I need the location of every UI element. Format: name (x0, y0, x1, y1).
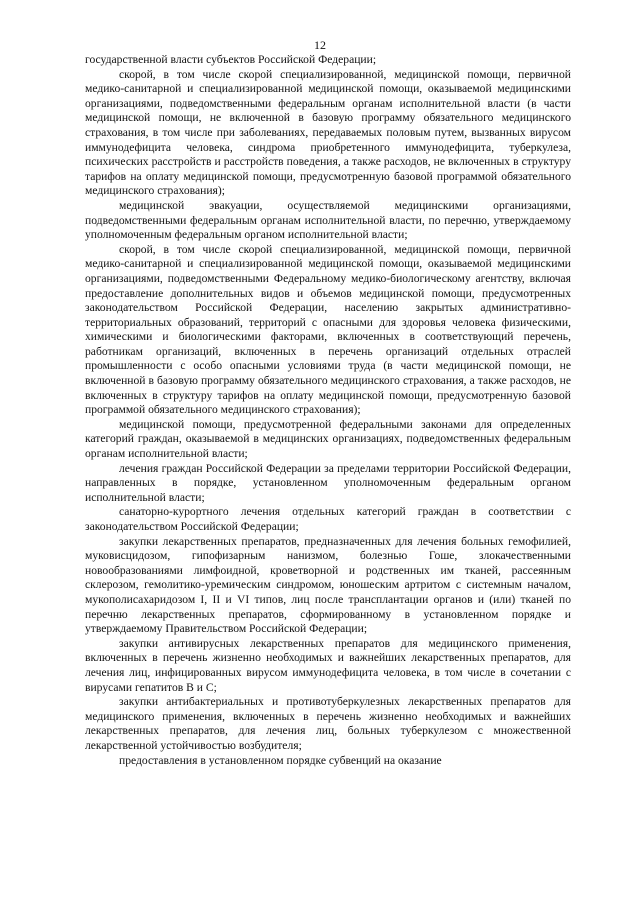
body-text (85, 53, 571, 768)
paragraph: медицинской эвакуации, осуществляемой медицинскими организациями, подведомственными федеральным органам исполнительной власти, по перечню, утверждаемому уполномоченным федеральным органом исполнительной власти; (85, 198, 571, 242)
paragraph: медицинской помощи, предусмотренной федеральными законами для определенных категорий граждан, оказываемой в медицинских организациях, подведомственных федеральным органам исполнительной власти; (85, 417, 571, 461)
paragraph: закупки антибактериальных и противотуберкулезных лекарственных препаратов для медицинского применения, включенных в перечень жизненно необходимых и важнейших лекарственных препаратов, для лечения лиц, больных туберкулезом с множественной лекарственной устойчивостью возбудителя; (85, 695, 571, 752)
paragraph: скорой, в том числе скорой специализированной, медицинской помощи, первичной медико-санитарной и специализированной медицинской помощи, оказываемой медицинскими организациями, подведомственными Федеральному медико-биологическому агентству, включая предоставление дополнительных видов и объемов медицинской помощи, предусмотренных законодательством Российской Федерации, населению закрытых административно-территориальных образований, территорий с опасными для здоровья человека физическими, химическими и биологическими факторами, включенных в соответствующий перечень, работникам организаций, включенных в перечень организаций отдельных отраслей промышленности с особо опасными условиями труда (в части медицинской помощи, не включенной в базовую программу обязательного медицинского страхования, а также расходов, не включенных в структуру тарифов на оплату медицинской помощи, предусмотренную базовой программой обязательного медицинского страхования); (85, 242, 571, 417)
paragraph: лечения граждан Российской Федерации за пределами территории Российской Федерации, направленных в порядке, установленном уполномоченным федеральным органом исполнительной власти; (85, 461, 571, 504)
paragraph: предоставления в установленном порядке субвенций на оказание (119, 753, 442, 767)
paragraph: закупки лекарственных препаратов, предназначенных для лечения больных гемофилией, муковисцидозом, гипофизарным нанизмом, болезнью Гоше, злокачественными новообразованиями лимфоидной, кроветворной и родственных им тканей, рассеянным склерозом, гемолитико-уремическим синдромом, юношеским артритом с системным началом, мукополисахаридозом I, II и VI типов, лиц после трансплантации органов и (или) тканей по перечню лекарственных препаратов, сформированному в установленном порядке и утверждаемому Правительством Российской Федерации; (85, 534, 571, 636)
paragraph: скорой, в том числе скорой специализированной, медицинской помощи, первичной медико-санитарной и специализированной медицинской помощи, оказываемой медицинскими организациями, подведомственными федеральным органам исполнительной власти (в части медицинской помощи, не включенной в базовую программу обязательного медицинского страхования, в том числе при заболеваниях, передаваемых половым путем, вызванных вирусом иммунодефицита человека, синдрома приобретенного иммунодефицита, туберкулеза, психических расстройств и расстройств поведения, а также расходов, не включенных в структуру тарифов на оплату медицинской помощи, предусмотренную базовой программой обязательного медицинского страхования); (85, 67, 571, 198)
paragraph: закупки антивирусных лекарственных препаратов для медицинского применения, включенных в перечень жизненно необходимых и важнейших лекарственных препаратов, для лечения лиц, инфицированных вирусом иммунодефицита человека, в том числе в сочетании с вирусами гепатитов B и C; (85, 636, 571, 694)
paragraph: государственной власти субъектов Российской Федерации; (85, 53, 377, 66)
paragraph: санаторно-курортного лечения отдельных категорий граждан в соответствии с законодательством Российской Федерации; (85, 505, 571, 533)
page-number: 12 (314, 38, 326, 52)
